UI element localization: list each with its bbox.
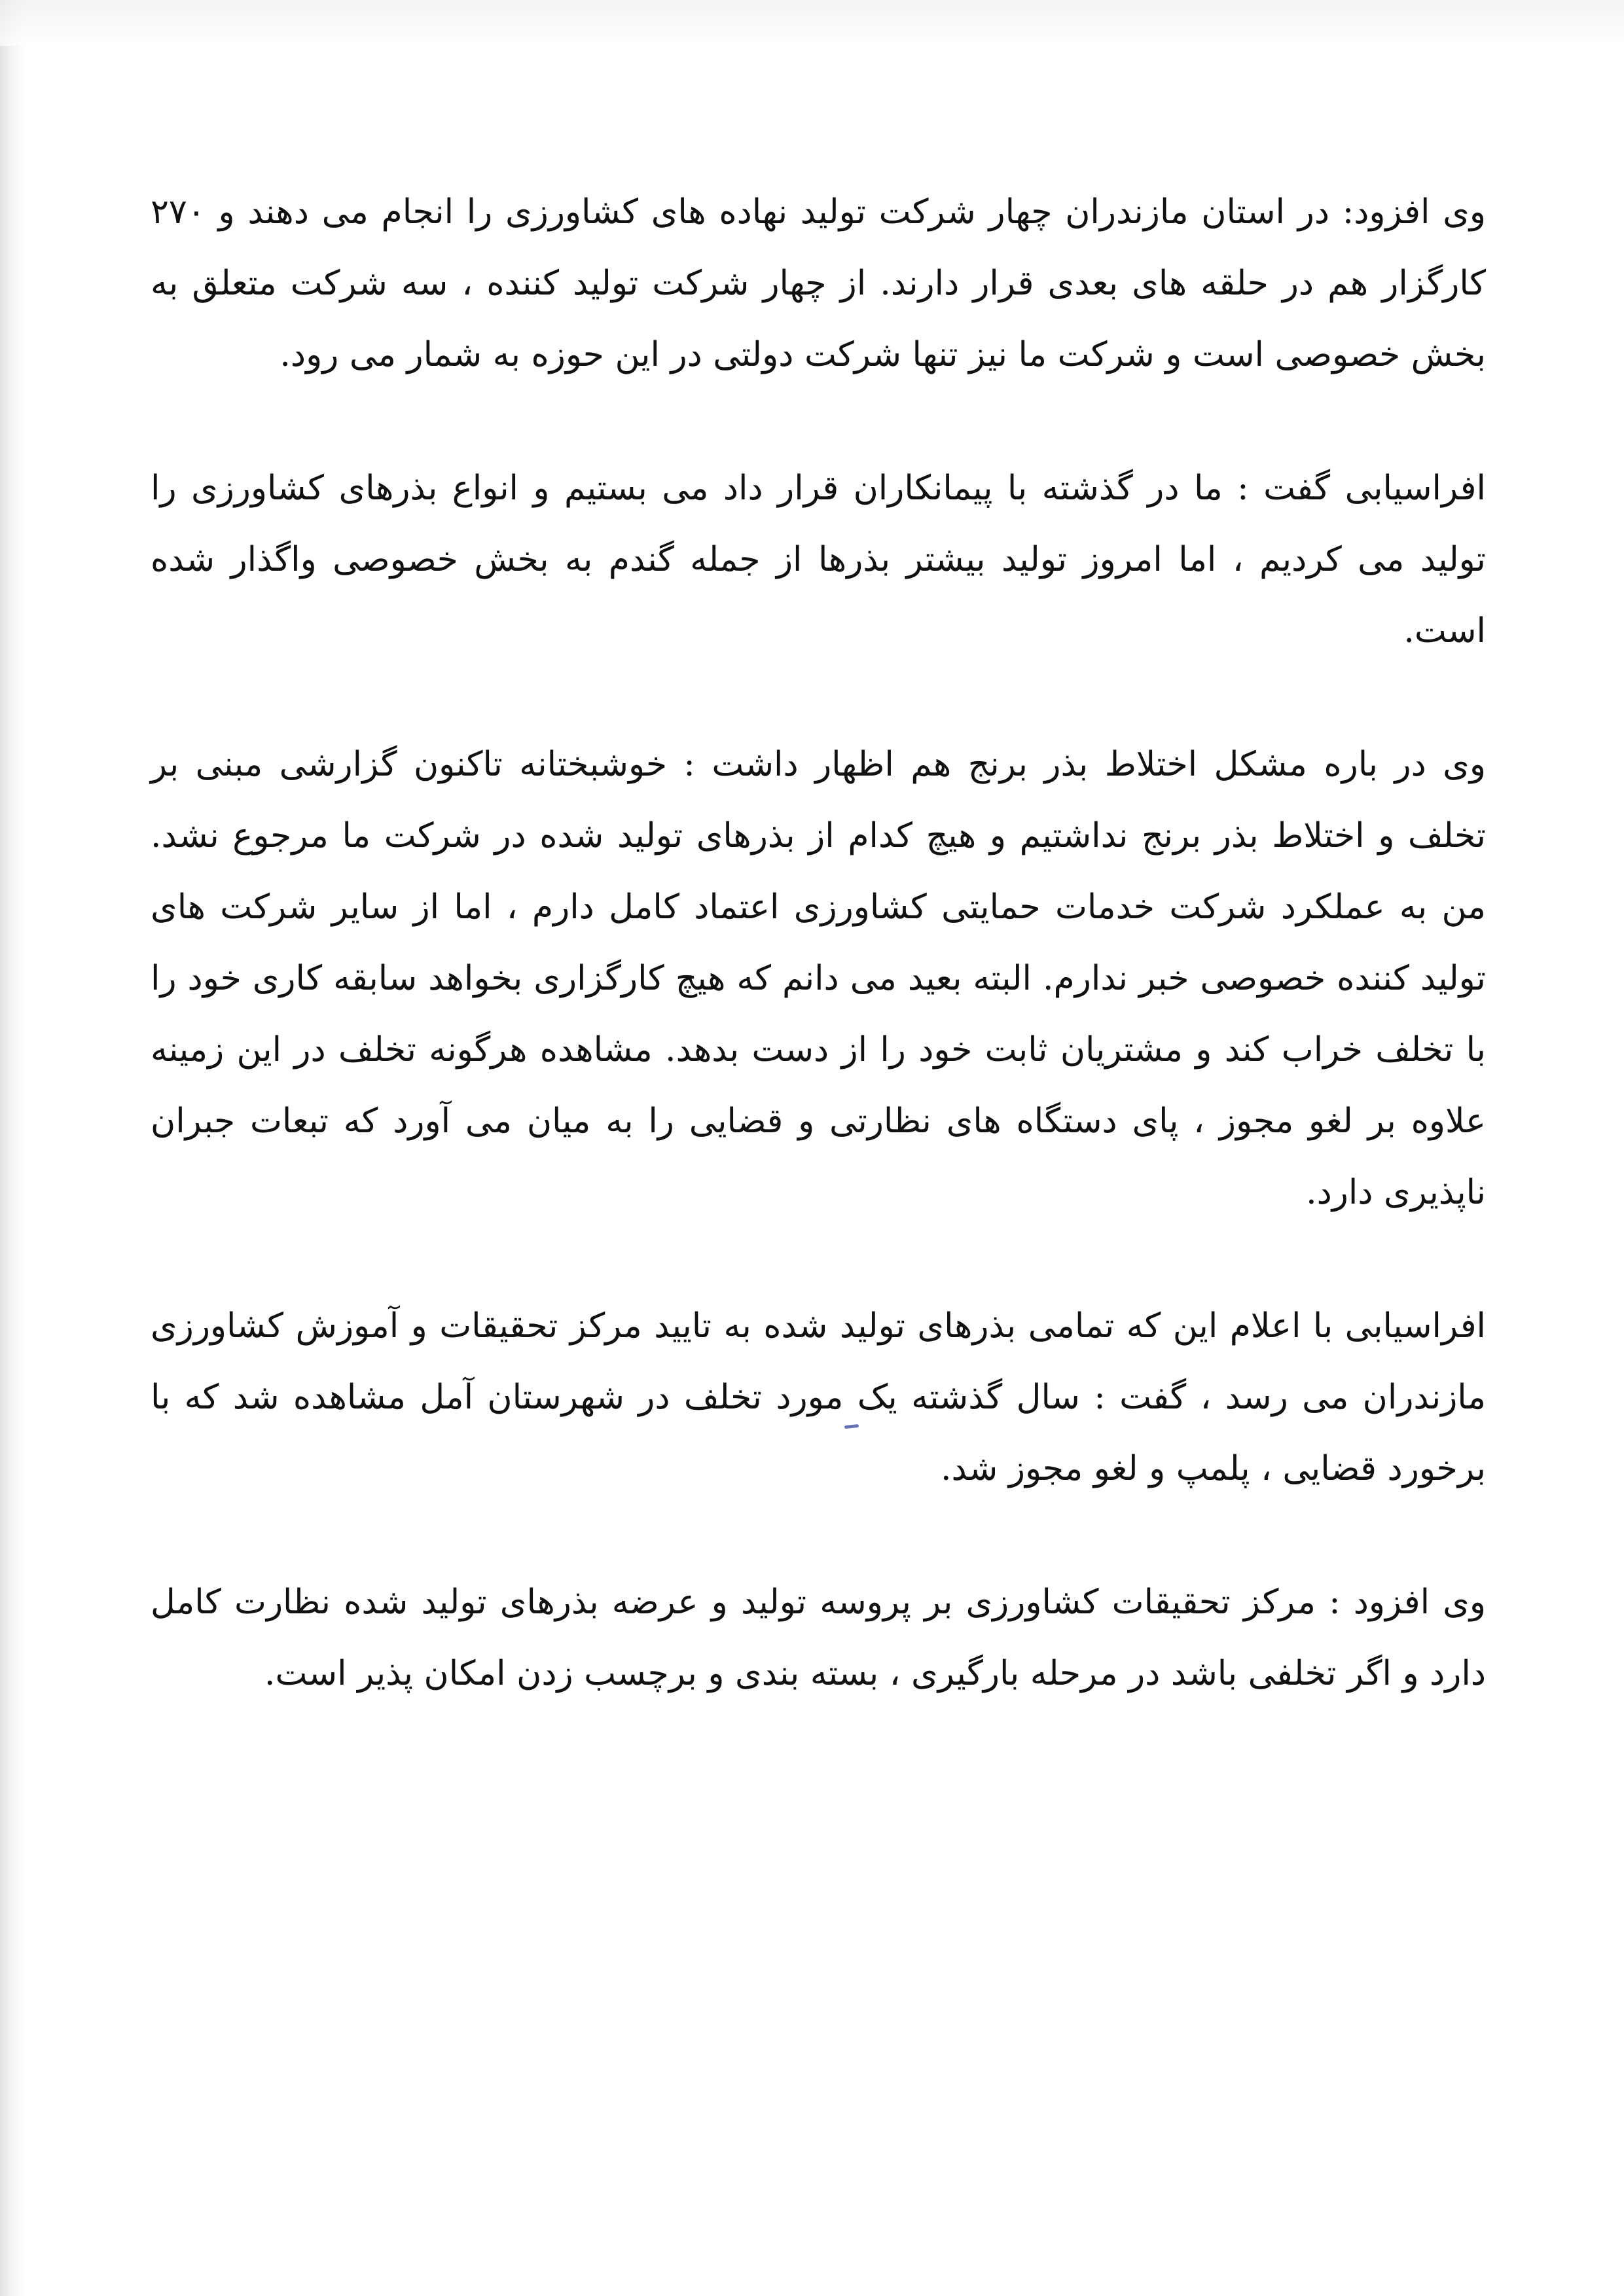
paragraph-1: وی افزود: در استان مازندران چهار شرکت تولید نهاده های کشاورزی را انجام می دهند و ۲۷۰ کارگزار هم در حلقه های بعدی قرار دارند. از چهار شرکت تولید کننده ، سه شرکت متعلق به بخش خصوصی است و شرکت ما نیز تنها شرکت دولتی در این حوزه به شمار می رود. (151, 192, 1486, 374)
paragraph-4: افراسیابی با اعلام این که تمامی بذرهای تولید شده به تایید مرکز تحقیقات و آموزش کشاورزی مازندران می رسد ، گفت : سال گذشته یک مورد تخلف در شهرستان آمل مشاهده شد که با برخورد قضایی ، پلمپ و لغو مجوز شد. (151, 1306, 1487, 1488)
scan-shadow-left (0, 0, 24, 2296)
paragraph-3: وی در باره مشکل اختلاط بذر برنج هم اظهار داشت : خوشبختانه تاکنون گزارشی مبنی بر تخلف و اختلاط بذر برنج نداشتیم و هیچ کدام از بذرهای تولید شده در شرکت ما مرجوع نشد. من به عملکرد شرکت خدمات حمایتی کشاورزی اعتماد کامل دارم ، اما از سایر شرکت های تولید کننده خصوصی خبر ندارم. البته بعید می دانم که هیچ کارگزاری بخواهد سابقه کاری خود را با تخلف خراب کند و مشتریان ثابت خود را از دست بدهد. مشاهده هرگونه تخلف در این زمینه علاوه بر لغو مجوز ، پای دستگاه های نظارتی و قضایی را به میان می آورد که تبعات جبران ناپذیری دارد. (151, 745, 1487, 1212)
document-body (151, 177, 1486, 1772)
scan-shadow-top (0, 0, 1624, 46)
paragraph-5: وی افزود : مرکز تحقیقات کشاورزی بر پروسه تولید و عرضه بذرهای تولید شده نظارت کامل دارد و اگر تخلفی باشد در مرحله بارگیری ، بسته بندی و برچسب زدن امکان پذیر است. (151, 1583, 1486, 1693)
paragraph-2: افراسیابی گفت : ما در گذشته با پیمانکاران قرار داد می بستیم و انواع بذرهای کشاورزی را تولید می کردیم ، اما امروز تولید بیشتر بذرها از جمله گندم به بخش خصوصی واگذار شده است. (151, 469, 1486, 651)
